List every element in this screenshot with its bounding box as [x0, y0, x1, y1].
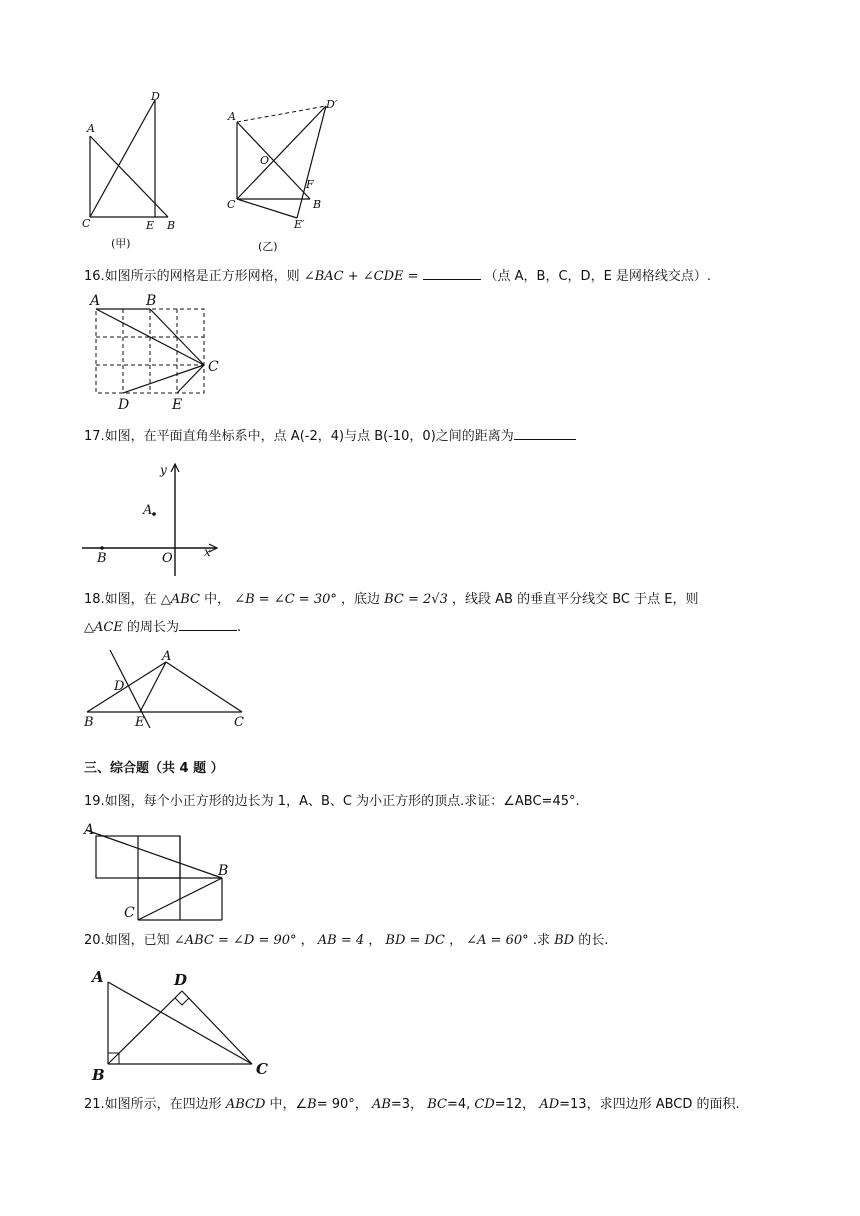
label-d: D	[118, 397, 130, 413]
question-16	[84, 265, 711, 288]
q21-text-2: 中，∠	[265, 1097, 308, 1112]
question-17	[84, 425, 576, 448]
q18-math-4: △ACE	[84, 620, 123, 635]
label-a: A	[84, 822, 95, 838]
label-d: D	[114, 679, 125, 694]
q18-answer-blank[interactable]	[179, 616, 237, 631]
figure-q19-grid	[82, 822, 232, 926]
q18-text-5: 的周长为	[122, 620, 179, 635]
q21-math-1: ABCD	[225, 1097, 266, 1112]
figure-q20	[86, 964, 276, 1084]
figure-yi	[222, 96, 352, 256]
label-a: A	[143, 503, 153, 518]
q18-text-2: 中，	[199, 592, 235, 607]
question-20	[84, 930, 608, 952]
label-o: O	[260, 154, 270, 167]
q21-math-4: BC	[427, 1097, 447, 1112]
label-c: C	[234, 715, 244, 730]
question-21	[84, 1094, 740, 1116]
question-18-line1	[84, 589, 698, 611]
label-b: B	[84, 715, 94, 730]
q18-text-4: ，线段 AB 的垂直平分线交 BC 于点 E，则	[447, 592, 699, 607]
label-e: E	[146, 219, 155, 232]
q21-math-2: B	[307, 1097, 317, 1112]
q21-text-6: =12，	[494, 1097, 540, 1112]
q17-text: 17.如图，在平面直角坐标系中，点 A(-2，4)与点 B(-10，0)之间的距离为	[84, 429, 514, 444]
q18-text-1: 18.如图，在	[84, 592, 161, 607]
q21-math-3: AB	[371, 1097, 391, 1112]
q19-text: 19.如图，每个小正方形的边长为 1，A、B、C 为小正方形的顶点.求证：∠ABC=45°.	[84, 794, 580, 809]
q20-math-1: ∠ABC = ∠D = 90°	[173, 933, 297, 948]
label-b: B	[146, 293, 157, 309]
label-b: B	[97, 551, 107, 566]
label-b: B	[92, 1066, 105, 1084]
q17-answer-blank[interactable]	[514, 425, 576, 440]
section-title: 三、综合题（共 4 题 ）	[84, 761, 224, 776]
label-e-prime: E′	[294, 218, 305, 231]
caption-jia: (甲)	[111, 237, 131, 250]
q20-math-4: ∠A = 60°	[466, 933, 529, 948]
q21-text-3: = 90°，	[316, 1097, 372, 1112]
q20-text-5: .求	[528, 933, 555, 948]
label-e: E	[172, 397, 183, 413]
q21-text-4: =3，	[390, 1097, 428, 1112]
q16-answer-blank[interactable]	[423, 265, 481, 280]
label-c: C	[208, 359, 219, 375]
q21-text-7: =13，求四边形 ABCD 的面积.	[559, 1097, 740, 1112]
q20-text-6: 的长.	[574, 933, 609, 948]
q18-text-6: .	[236, 620, 242, 635]
label-e: E	[135, 715, 145, 730]
label-a: A	[87, 122, 95, 135]
q20-math-5: BD	[554, 933, 575, 948]
label-c: C	[124, 905, 135, 921]
q20-text-4: ，	[444, 933, 467, 948]
label-x: x	[204, 545, 211, 559]
label-d-prime: D′	[326, 98, 338, 111]
q21-text-1: 21.如图所示，在四边形	[84, 1097, 226, 1112]
label-o: O	[162, 551, 173, 566]
label-a: A	[92, 968, 104, 986]
label-a: A	[228, 110, 236, 123]
q20-text-2: ，	[296, 933, 318, 948]
question-19	[84, 791, 580, 813]
label-c: C	[256, 1060, 268, 1078]
label-y: y	[160, 463, 167, 477]
q20-math-3: BD = DC	[385, 933, 445, 948]
q18-text-3: ，底边	[336, 592, 385, 607]
figure-q17-axes	[82, 458, 227, 580]
q16-text-pre: 16.如图所示的网格是正方形网格，则	[84, 269, 304, 284]
q16-text-post: （点 A，B，C，D，E 是网格线交点）.	[484, 269, 712, 284]
caption-yi: (乙)	[258, 240, 278, 253]
q16-math: ∠BAC + ∠CDE =	[303, 269, 419, 284]
figure-jia	[78, 90, 188, 255]
label-b: B	[313, 198, 322, 211]
label-c: C	[82, 217, 91, 230]
label-a: A	[162, 649, 172, 664]
q20-text-3: ，	[364, 933, 386, 948]
q21-math-6: AD	[539, 1097, 560, 1112]
q21-math-5: CD	[474, 1097, 495, 1112]
label-f: F	[306, 178, 314, 191]
label-c: C	[227, 198, 236, 211]
label-b: B	[218, 863, 229, 879]
q18-math-2: ∠B = ∠C = 30°	[234, 592, 337, 607]
q21-text-5: =4,	[446, 1097, 475, 1112]
question-18-line2	[84, 616, 241, 639]
label-a: A	[90, 293, 101, 309]
figure-q18-triangle	[82, 646, 252, 731]
q20-text-1: 20.如图，已知	[84, 933, 174, 948]
q20-math-2: AB = 4	[317, 933, 365, 948]
q18-math-1: △ABC	[160, 592, 200, 607]
q18-math-3: BC = 2√3	[384, 592, 448, 607]
label-d: D	[174, 971, 188, 989]
label-b: B	[167, 219, 176, 232]
figure-q16-grid	[88, 292, 248, 414]
label-d: D	[151, 90, 160, 103]
